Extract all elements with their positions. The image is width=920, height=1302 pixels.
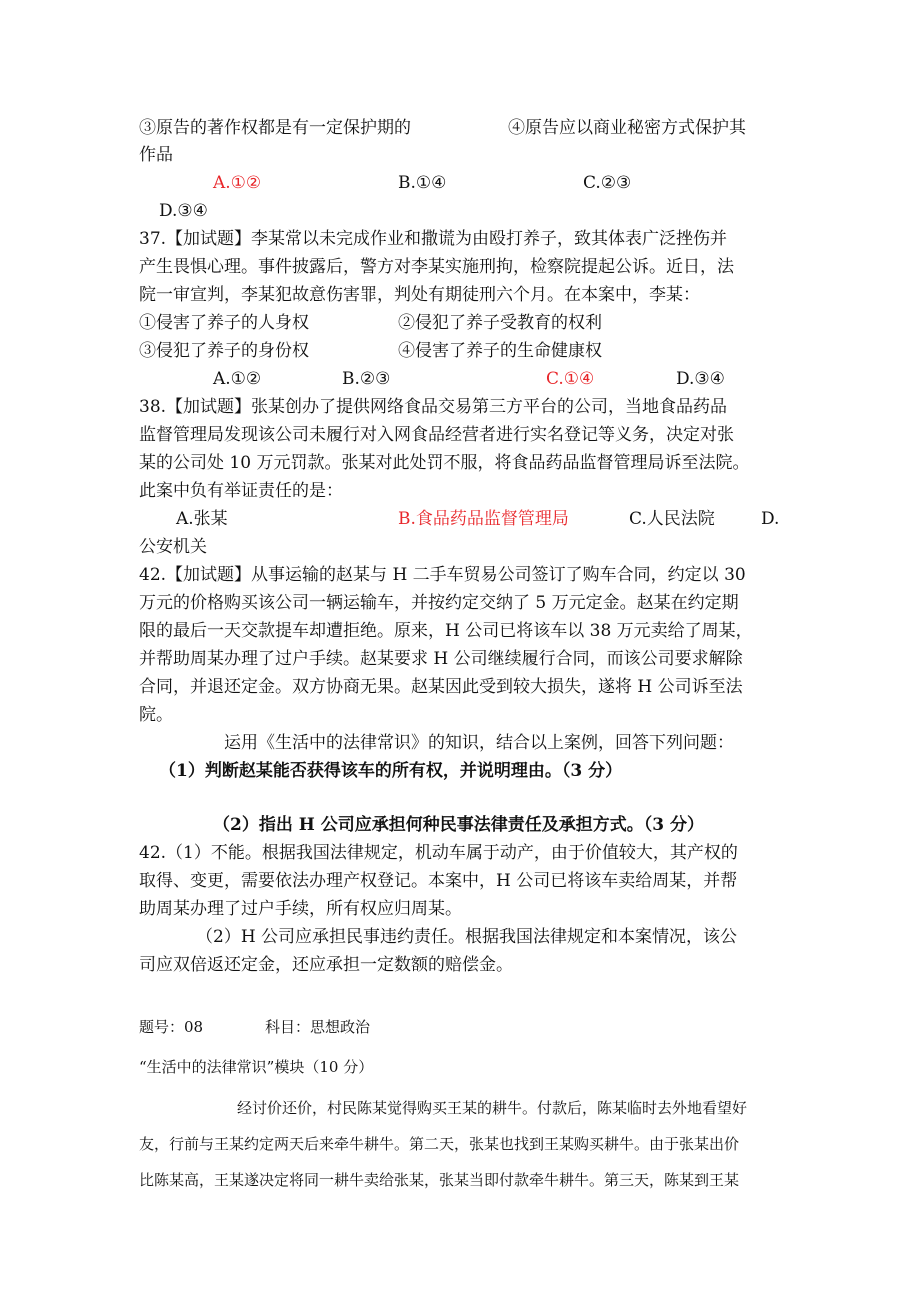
q08-number: 题号：08 [139, 1018, 204, 1036]
q38-option-d-cont: 公安机关 [139, 537, 207, 557]
q08-passage-line: 比陈某高，王某遂决定将同一耕牛卖给张某，张某当即付款牵牛耕牛。第三天，陈某到王某 [139, 1171, 740, 1189]
q36-option-a: A.①② [213, 173, 262, 193]
q36-statement-3: ③原告的著作权都是有一定保护期的 [139, 118, 411, 138]
q42-stem-line: 并帮助周某办理了过户手续。赵某要求 H 公司继续履行合同，而该公司要求解除 [139, 649, 743, 669]
q38-option-a: A.张某 [176, 509, 228, 529]
q37-statement-2: ②侵犯了养子受教育的权利 [398, 313, 602, 333]
q37-stem-line: 院一审宣判，李某犯故意伤害罪，判处有期徒刑六个月。在本案中，李某： [139, 285, 700, 305]
q42-stem-line: 院。 [139, 705, 173, 725]
q36-statement-4-cont: 作品 [139, 145, 173, 165]
q38-stem-line: 某的公司处 10 万元罚款。张某对此处罚不服，将食品药品监督管理局诉至法院。 [139, 453, 750, 473]
q42-stem-line: 合同，并退还定金。双方协商无果。赵某因此受到较大损失，遂将 H 公司诉至法 [139, 677, 743, 697]
q08-passage-line: 友，行前与王某约定两天后来牵牛耕牛。第二天，张某也找到王某购买耕牛。由于张某出价 [139, 1135, 740, 1153]
q08-passage-line: 经讨价还价，村民陈某觉得购买王某的耕牛。付款后，陈某临时去外地看望好 [237, 1099, 748, 1117]
q08-module-title: “生活中的法律常识”模块（10 分） [139, 1058, 374, 1076]
q36-option-c: C.②③ [583, 173, 632, 193]
q38-option-c: C.人民法院 [629, 509, 715, 529]
q36-option-d: D.③④ [159, 201, 208, 221]
q37-option-b: B.②③ [342, 369, 391, 389]
answer-42-line: 司应双倍返还定金，还应承担一定数额的赔偿金。 [139, 955, 513, 975]
answer-42-line: （2）H 公司应承担民事违约责任。根据我国法律规定和本案情况，该公 [196, 927, 738, 947]
q37-stem-line: 37.【加试题】李某常以未完成作业和撒谎为由殴打养子，致其体表广泛挫伤并 [139, 229, 728, 249]
answer-42-line: 助周某办理了过户手续，所有权应归周某。 [139, 899, 462, 919]
q42-stem-line: 42.【加试题】从事运输的赵某与 H 二手车贸易公司签订了购车合同，约定以 30 [139, 565, 746, 585]
q37-option-c: C.①④ [546, 369, 595, 389]
q37-statement-4: ④侵害了养子的生命健康权 [398, 341, 602, 361]
q42-stem-line: 限的最后一天交款提车却遭拒绝。原来，H 公司已将该车以 38 万元卖给了周某， [139, 621, 753, 641]
q08-subject: 科目：思想政治 [265, 1018, 371, 1036]
q37-option-a: A.①② [213, 369, 262, 389]
q38-option-d: D. [761, 509, 780, 529]
q36-option-b: B.①④ [398, 173, 447, 193]
q42-subquestion-2: （2）指出 H 公司应承担何种民事法律责任及承担方式。（3 分） [213, 815, 704, 835]
q38-option-b: B.食品药品监督管理局 [398, 509, 569, 529]
q37-statement-3: ③侵犯了养子的身份权 [139, 341, 309, 361]
q36-statement-4: ④原告应以商业秘密方式保护其 [508, 118, 746, 138]
q42-instruction: 运用《生活中的法律常识》的知识，结合以上案例，回答下列问题： [224, 733, 734, 753]
q37-statement-1: ①侵害了养子的人身权 [139, 313, 309, 333]
q38-stem-line: 监督管理局发现该公司未履行对入网食品经营者进行实名登记等义务，决定对张 [139, 425, 734, 445]
q38-stem-line: 此案中负有举证责任的是： [139, 481, 343, 501]
answer-42-line: 取得、变更，需要依法办理产权登记。本案中，H 公司已将该车卖给周某，并帮 [139, 871, 738, 891]
q37-option-d: D.③④ [676, 369, 725, 389]
q42-subquestion-1: （1）判断赵某能否获得该车的所有权，并说明理由。（3 分） [159, 761, 623, 781]
q38-stem-line: 38.【加试题】张某创办了提供网络食品交易第三方平台的公司，当地食品药品 [139, 397, 728, 417]
answer-42-line: 42.（1）不能。根据我国法律规定，机动车属于动产，由于价值较大，其产权的 [139, 843, 738, 863]
q37-stem-line: 产生畏惧心理。事件披露后，警方对李某实施刑拘，检察院提起公诉。近日，法 [139, 257, 734, 277]
q42-stem-line: 万元的价格购买该公司一辆运输车，并按约定交纳了 5 万元定金。赵某在约定期 [139, 593, 739, 613]
